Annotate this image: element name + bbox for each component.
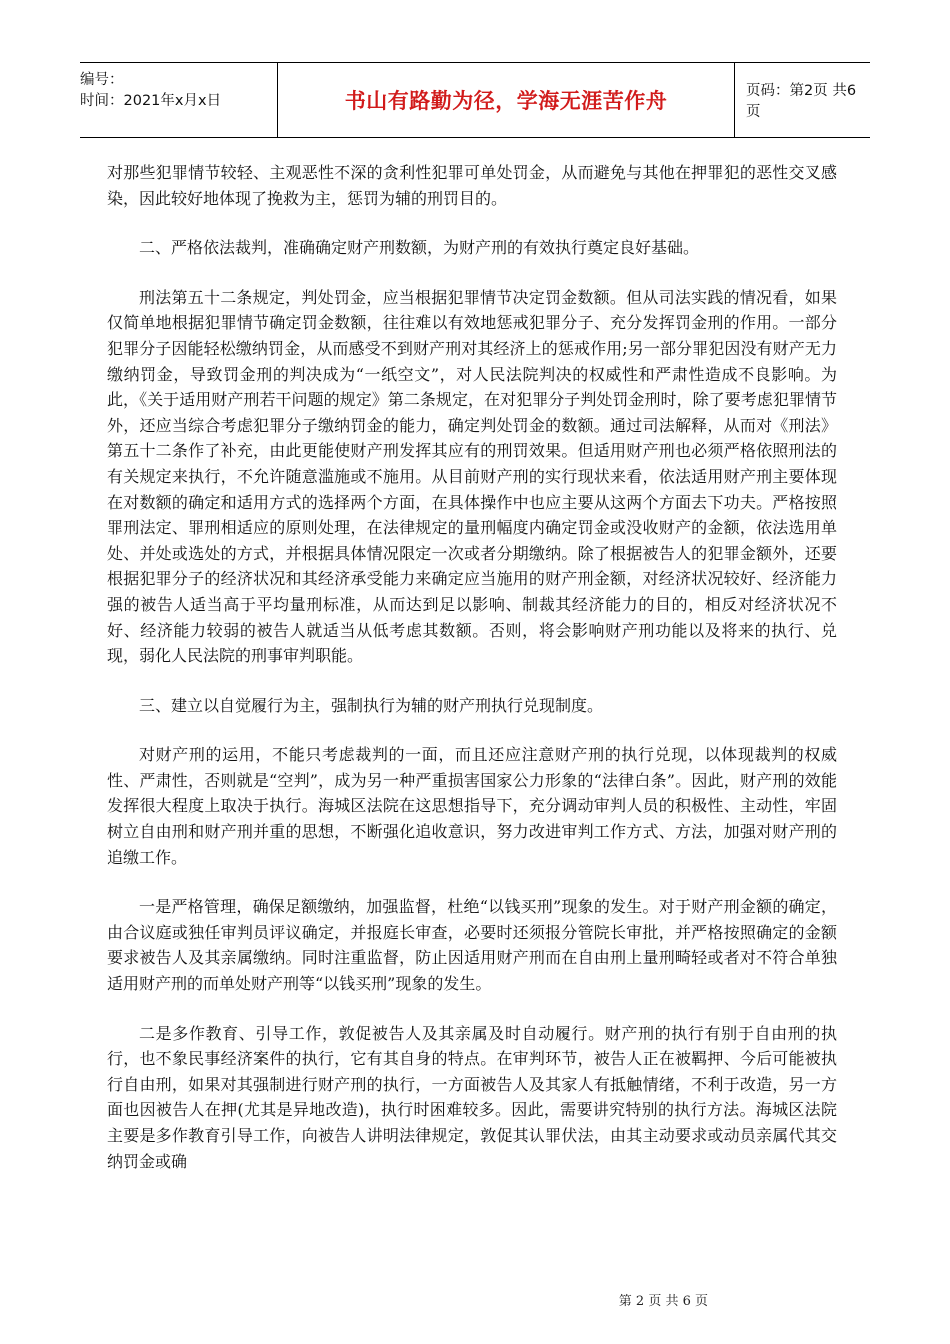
header-page-cell <box>734 63 870 137</box>
header-motto: 书山有路勤为径，学海无涯苦作舟 <box>344 89 668 113</box>
document-number-label: 编号： <box>80 72 124 88</box>
page-footer <box>0 1290 950 1309</box>
paragraph: 二是多作教育、引导工作，敦促被告人及其亲属及时自动履行。财产刑的执行有别于自由刑的执行，也不象民事经济案件的执行，它有其自身的特点。在审判环节，被告人正在被羁押、今后可能被执行自由刑，如果对其强制进行财产刑的执行，一方面被告人及其家人有抵触情绪，不利于改造，另一方面也因被告人在押(尤其是异地改造)，执行时困难较多。因此，需要讲究特别的执行方法。海城区法院主要是多作教育引导工作，向被告人讲明法律规定，敦促其认罪伏法，由其主动要求或动员亲属代其交纳罚金或确 <box>107 1023 837 1171</box>
document-body <box>107 160 837 1198</box>
header-meta <box>80 63 278 137</box>
section-heading-2: 二、严格依法裁判，准确确定财产刑数额，为财产刑的有效执行奠定良好基础。 <box>139 238 700 258</box>
document-date-label: 时间：2021年x月x日 <box>80 93 222 109</box>
header-motto-cell <box>278 63 735 137</box>
section-heading-3: 三、建立以自觉履行为主，强制执行为辅的财产刑执行兑现制度。 <box>139 695 604 715</box>
header-page-number: 页码：第2页 共6页 <box>746 83 857 120</box>
footer-page-number: 第 2 页 共 6 页 <box>618 1294 708 1309</box>
page-header <box>80 62 870 138</box>
paragraph: 对财产刑的运用，不能只考虑裁判的一面，而且还应注意财产刑的执行兑现，以体现裁判的权威性、严肃性，否则就是“空判”，成为另一种严重损害国家公力形象的“法律白条”。因此，财产刑的效能发挥很大程度上取决于执行。海城区法院在这思想指导下，充分调动审判人员的积极性、主动性，牢固树立自由刑和财产刑并重的思想，不断强化追收意识，努力改进审判工作方式、方法，加强对财产刑的追缴工作。 <box>107 745 837 867</box>
paragraph: 一是严格管理，确保足额缴纳，加强监督，杜绝“以钱买刑”现象的发生。对于财产刑金额的确定，由合议庭或独任审判员评议确定，并报庭长审查，必要时还须报分管院长审批，并严格按照确定的金额要求被告人及其亲属缴纳。同时注重监督，防止因适用财产刑而在自由刑上量刑畸轻或者对不符合单独适用财产刑的而单处财产刑等“以钱买刑”现象的发生。 <box>107 897 837 994</box>
paragraph: 对那些犯罪情节较轻、主观恶性不深的贪利性犯罪可单处罚金，从而避免与其他在押罪犯的恶性交叉感染，因此较好地体现了挽救为主，惩罚为辅的刑罚目的。 <box>107 163 837 208</box>
paragraph: 刑法第五十二条规定，判处罚金，应当根据犯罪情节决定罚金数额。但从司法实践的情况看，如果仅简单地根据犯罪情节确定罚金数额，往往难以有效地惩戒犯罪分子、充分发挥罚金刑的作用。一部分犯罪分子因能轻松缴纳罚金，从而感受不到财产刑对其经济上的惩戒作用;另一部分罪犯因没有财产无力缴纳罚金，导致罚金刑的判决成为“一纸空文”，对人民法院判决的权威性和严肃性造成不良影响。为此，《关于适用财产刑若干问题的规定》第二条规定，在对犯罪分子判处罚金刑时，除了要考虑犯罪情节外，还应当综合考虑犯罪分子缴纳罚金的能力，确定判处罚金的数额。通过司法解释，从而对《刑法》第五十二条作了补充，由此更能使财产刑发挥其应有的刑罚效果。但适用财产刑也必须严格依照刑法的有关规定来执行，不允许随意滥施或不施用。从目前财产刑的实行现状来看，依法适用财产刑主要体现在对数额的确定和适用方式的选择两个方面，在具体操作中也应主要从这两个方面去下功夫。严格按照罪刑法定、罪刑相适应的原则处理，在法律规定的量刑幅度内确定罚金或没收财产的金额，依法选用单处、并处或选处的方式，并根据具体情况限定一次或者分期缴纳。除了根据被告人的犯罪金额外，还要根据犯罪分子的经济状况和其经济承受能力来确定应当施用的财产刑金额，对经济状况较好、经济能力强的被告人适当高于平均量刑标准，从而达到足以影响、制裁其经济能力的目的，相反对经济状况不好、经济能力较弱的被告人就适当从低考虑其数额。否则，将会影响财产刑功能以及将来的执行、兑现，弱化人民法院的刑事审判职能。 <box>107 287 837 666</box>
